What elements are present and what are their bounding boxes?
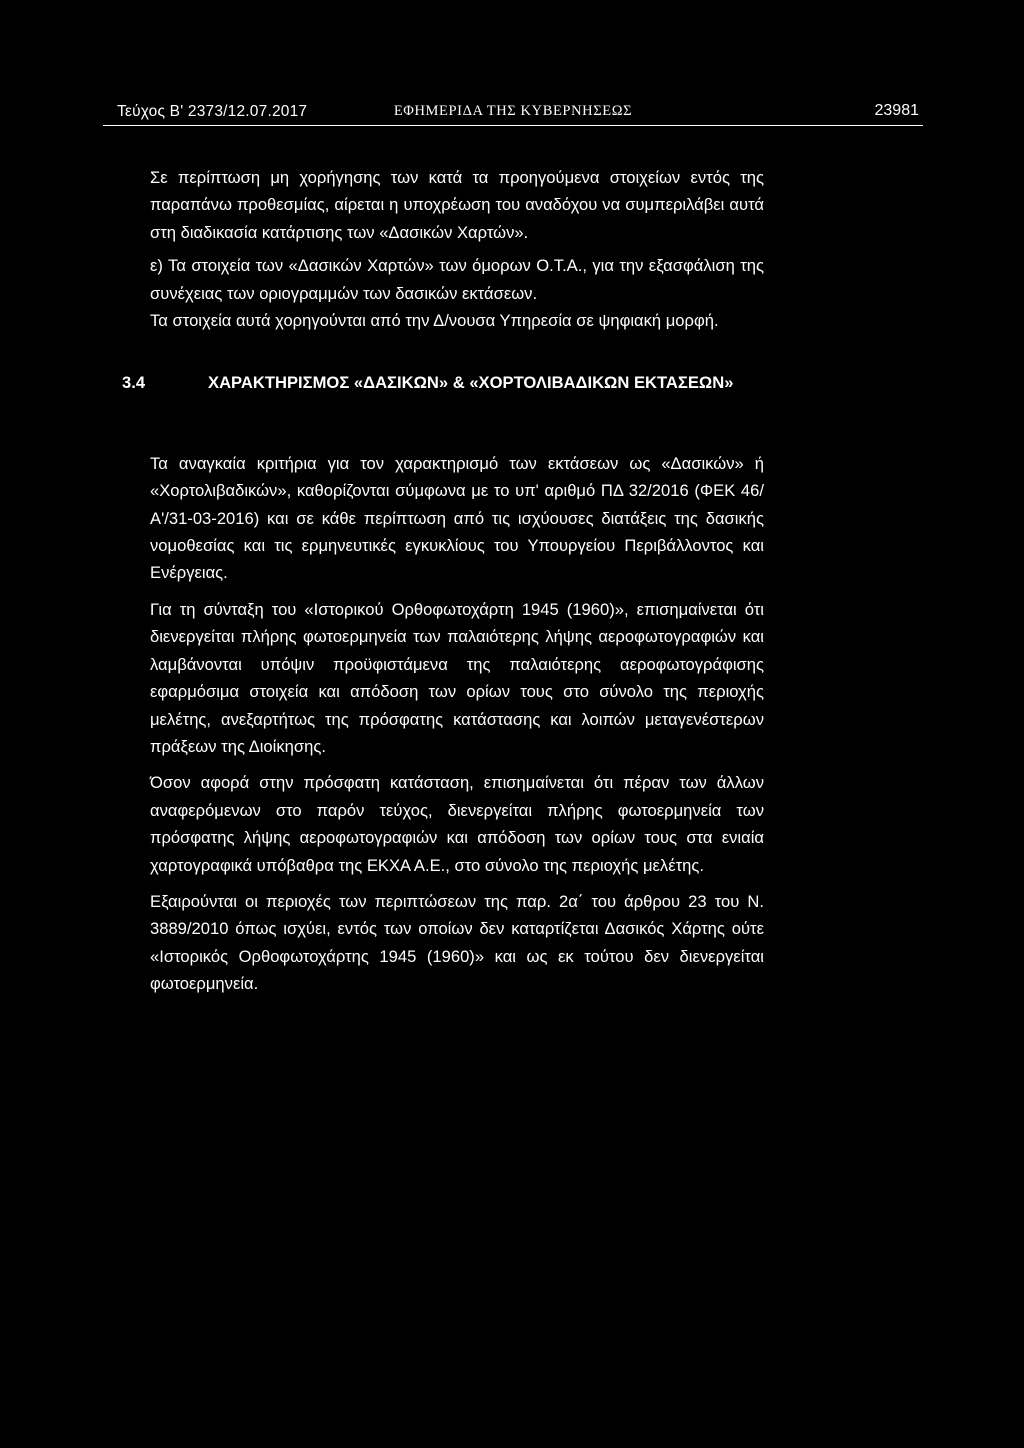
paragraph-criteria: Τα αναγκαία κριτήρια για τον χαρακτηρισμό των εκτάσεων ως «Δασικών» ή «Χορτολιβαδικών», καθορίζονται σύμφωνα με το υπ' αριθμό ΠΔ 32/2016 (ΦΕΚ 46/Α'/31-03-2016) και σε κάθε περίπτωση από τις ισχύουσες διατάξεις της δασικής νομοθεσίας και τις ερμηνευτικές εγκυκλίους του Υπουργείου Περιβάλλοντος και Ενέργειας. [150, 453, 764, 583]
document-body [122, 164, 764, 998]
issue-reference: Τεύχος Β' 2373/12.07.2017 [117, 103, 308, 120]
section-number: 3.4 [122, 373, 146, 393]
paragraph-digital-form: Τα στοιχεία αυτά χορηγούνται από την Δ/νουσα Υπηρεσία σε ψηφιακή μορφή. [150, 311, 719, 331]
section-title: ΧΑΡΑΚΤΗΡΙΣΜΟΣ «ΔΑΣΙΚΩΝ» & «ΧΟΡΤΟΛΙΒΑΔΙΚΩΝ ΕΚΤΑΣΕΩΝ» [208, 373, 734, 393]
gazette-title: ΕΦΗΜΕΡΙΔΑ ΤΗΣ ΚΥΒΕΡΝΗΣΕΩΣ [393, 103, 633, 119]
page-header [103, 97, 923, 126]
section-heading [122, 369, 764, 396]
paragraph-exclusions: Εξαιρούνται οι περιοχές των περιπτώσεων της παρ. 2α΄ του άρθρου 23 του Ν. 3889/2010 όπως ισχύει, εντός των οποίων δεν καταρτίζεται Δασικός Χάρτης ούτε «Ιστορικός Ορθοφωτοχάρτης 1945 (1960)» και ως εκ τούτου δεν διενεργείται φωτοερμηνεία. [150, 891, 764, 994]
paragraph-missing-data: Σε περίπτωση μη χορήγησης των κατά τα προηγούμενα στοιχείων εντός της παραπάνω προθεσμίας, αίρεται η υποχρέωση του αναδόχου να συμπεριλάβει αυτά στη διαδικασία κατάρτισης των «Δασικών Χαρτών». [150, 168, 764, 242]
page-number: 23981 [874, 102, 919, 119]
paragraph-recent-state: Όσον αφορά στην πρόσφατη κατάσταση, επισημαίνεται ότι πέραν των άλλων αναφερόμενων στο παρόν τεύχος, διενεργείται πλήρης φωτοερμηνεία των πρόσφατης λήψης αεροφωτογραφιών και απόδοση των ορίων τους στα ενιαία χαρτογραφικά υπόβαθρα της ΕΚΧΑ Α.Ε., στο σύνολο της περιοχής μελέτης. [150, 773, 764, 875]
paragraph-historic-orthophoto: Για τη σύνταξη του «Ιστορικού Ορθοφωτοχάρτη 1945 (1960)», επισημαίνεται ότι διενεργείται πλήρης φωτοερμηνεία των παλαιότερης λήψης αεροφωτογραφιών και λαμβάνονται υπόψιν προϋφιστάμενα της παλαιότερης αεροφωτογράφισης εφαρμόσιμα στοιχεία και απόδοση των ορίων τους στο σύνολο της περιοχής μελέτης, ανεξαρτήτως της πρόσφατης κατάστασης και λοιπών μεταγενέστερων πράξεων της Διοίκησης. [150, 599, 764, 756]
paragraph-neighbour-ota: ε) Τα στοιχεία των «Δασικών Χαρτών» των όμορων Ο.Τ.Α., για την εξασφάλιση της συνέχειας των οριογραμμών των δασικών εκτάσεων. [150, 256, 764, 303]
